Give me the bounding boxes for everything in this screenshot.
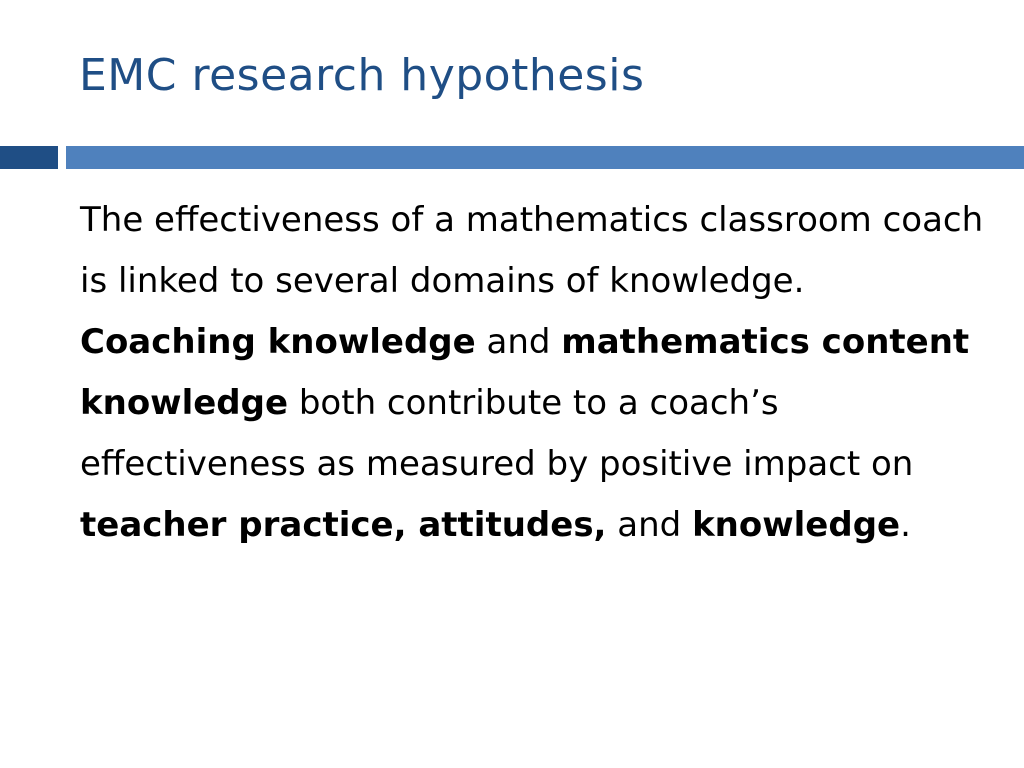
text-segment: and: [475, 322, 562, 362]
slide-title: EMC research hypothesis: [79, 50, 645, 101]
title-rule-accent: [0, 146, 58, 169]
emphasis-math-content-knowledge: mathematics content knowledge: [80, 322, 970, 423]
emphasis-teacher-practice: teacher practice, attitudes,: [80, 505, 607, 545]
emphasis-coaching-knowledge: Coaching knowledge: [80, 322, 476, 362]
text-segment: The effectiveness of a mathematics classroom coach is linked to several domains of knowledge.: [80, 200, 984, 301]
hypothesis-paragraph: [80, 190, 990, 556]
text-segment: and: [606, 505, 693, 545]
emphasis-knowledge: knowledge: [692, 505, 901, 545]
text-segment: both contribute to a coach’s effectiveness as measured by positive impact on: [80, 383, 914, 484]
title-rule-bar: [66, 146, 1024, 169]
text-segment: .: [900, 505, 911, 545]
